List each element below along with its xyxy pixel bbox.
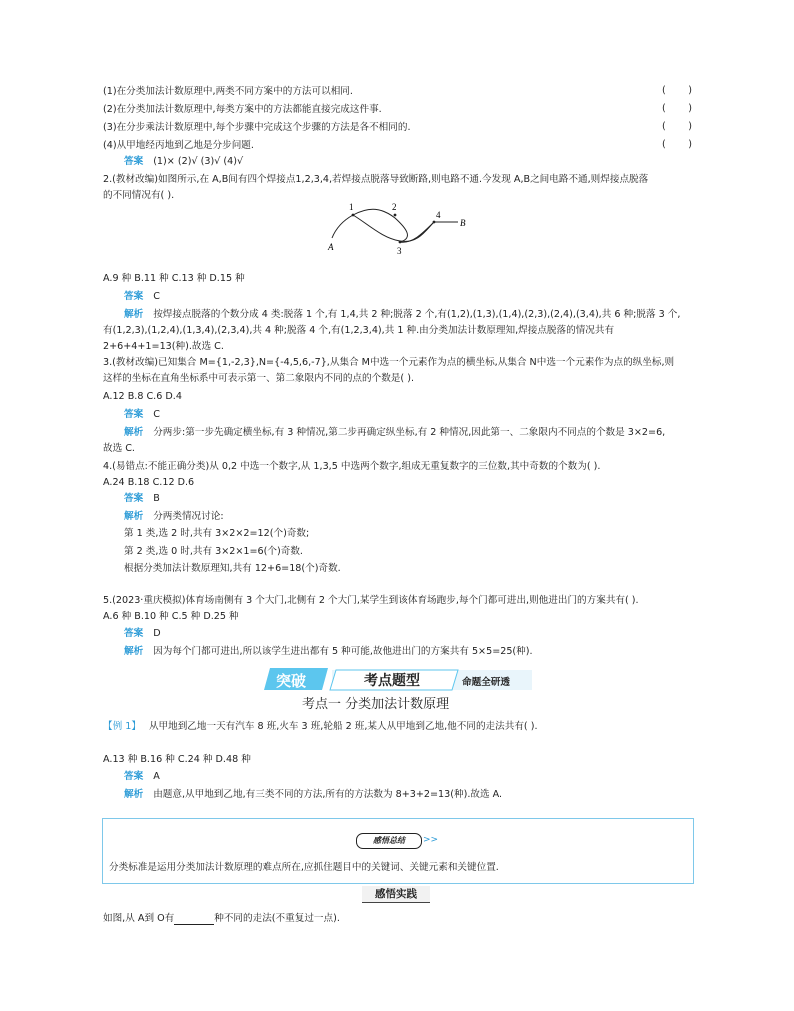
answer-parens: ( ) [662,139,692,150]
label-2: 2 [392,202,397,212]
q1-item-2: (2)在分类加法计数原理中,每类方案中的方法都能直接完成这件事. [103,104,382,115]
label-1: 1 [349,202,354,212]
q1-item-1: (1)在分类加法计数原理中,两类不同方案中的方法可以相同. [103,86,353,97]
answer-blank[interactable] [174,914,214,925]
banner-tag: 突破 [276,672,307,690]
q5-analysis: 解析 因为每个门都可进出,所以该学生进出都有 5 种可能,故他进出门的方案共有 5×5=25(种). [124,646,533,657]
q1-item-3: (3)在分步乘法计数原理中,每个步骤中完成这个步骤的方法是各不相同的. [103,122,411,133]
answer-parens: ( ) [662,121,692,132]
q2-analysis-line2: 有(1,2,3),(1,2,4),(1,3,4),(2,3,4),共 4 种;脱落 4 个,有(1,2,3,4),共 1 种.由分类加法计数原理知,焊接点脱落的情况共有 [103,325,615,336]
example1-stem: 【例 1】 从甲地到乙地一天有汽车 8 班,火车 3 班,轮船 2 班,某人从甲地到乙地,他不同的走法共有( ). [103,721,538,732]
q5-answer: 答案 D [124,628,161,639]
example1-analysis: 解析 由题意,从甲地到乙地,有三类不同的方法,所有的方法数为 8+3+2=13(种).故选 A. [124,789,503,800]
answer-parens: ( ) [662,103,692,114]
q3-stem-line1: 3.(教材改编)已知集合 M={1,-2,3},N={-4,5,6,-7},从集合 M中选一个元素作为点的横坐标,从集合 N中选一个元素作为点的纵坐标,则 [103,357,675,368]
q4-answer: 答案 B [124,493,160,504]
example1-options: A.13 种 B.16 种 C.24 种 D.48 种 [103,754,251,765]
q1-item-4: (4)从甲地经丙地到乙地是分步问题. [103,140,254,151]
junction-point-2 [394,214,397,217]
banner-title: 考点题型 [364,673,420,689]
practice-question: 如图,从 A到 O有 种不同的走法(不重复过一点). [103,913,340,924]
summary-arrow-icon: >> [423,835,439,845]
q2-analysis-line1: 解析 按焊接点脱落的个数分成 4 类:脱落 1 个,有 1,4,共 2 种;脱落 2 个,有(1,2),(1,3),(1,4),(2,3),(2,4),(3,4),共 6 种;脱落 3 个, [124,309,681,320]
summary-text: 分类标准是运用分类加法计数原理的难点所在,应抓住题目中的关键词、关键元素和关键位置. [109,862,499,873]
banner-subtitle: 命题全研透 [462,677,510,688]
q4-analysis-line4: 根据分类加法计数原理知,共有 12+6=18(个)奇数. [124,563,341,574]
section-title: 考点一 分类加法计数原理 [302,697,450,712]
q3-stem-line2: 这样的坐标在直角坐标系中可表示第一、第二象限内不同的点的个数是( ). [103,373,414,384]
summary-title-badge: 感悟总结 [356,833,422,849]
q5-stem: 5.(2023·重庆模拟)体育场南侧有 3 个大门,北侧有 2 个大门,某学生到该体育场跑步,每个门都可进出,则他进出门的方案共有( ). [103,595,639,606]
q4-stem: 4.(易错点:不能正确分类)从 0,2 中选一个数字,从 1,3,5 中选两个数字,组成无重复数字的三位数,其中奇数的个数为( ). [103,461,601,472]
answer-parens: ( ) [662,85,692,96]
q1-answer: 答案 (1)× (2)√ (3)√ (4)√ [124,156,244,167]
q3-analysis-line1: 解析 分两步:第一步先确定横坐标,有 3 种情况,第二步再确定纵坐标,有 2 种情况,因此第一、二象限内不同点的个数是 3×2=6, [124,427,666,438]
junction-point-4 [433,221,436,224]
q3-answer: 答案 C [124,409,160,420]
junction-point-1 [352,214,355,217]
label-4: 4 [436,210,441,220]
label-b: B [460,218,466,228]
q2-answer: 答案 C [124,291,160,302]
circuit-figure [322,200,472,260]
q4-analysis-line3: 第 2 类,选 0 时,共有 3×2×1=6(个)奇数. [124,546,303,557]
q4-analysis-line2: 第 1 类,选 2 时,共有 3×2×2=12(个)奇数; [124,528,310,539]
q3-options: A.12 B.8 C.6 D.4 [103,391,182,402]
summary-box [102,818,694,884]
q2-analysis-line3: 2+6+4+1=13(种).故选 C. [103,341,224,352]
example1-label: 【例 1】 [103,721,141,732]
practice-title: 感悟实践 [362,886,430,903]
circuit-wire-lower [353,215,434,241]
q2-stem-line1: 2.(教材改编)如图所示,在 A,B间有四个焊接点1,2,3,4,若焊接点脱落导致断路,则电路不通.今发现 A,B之间电路不通,则焊接点脱落 [103,174,649,185]
label-3: 3 [397,246,402,256]
q3-analysis-line2: 故选 C. [103,443,135,454]
q4-analysis-line1: 解析 分两类情况讨论: [124,511,224,522]
section-banner [262,666,540,694]
q5-options: A.6 种 B.10 种 C.5 种 D.25 种 [103,611,239,622]
q2-stem-line2: 的不同情况有( ). [103,190,175,201]
junction-point-3 [399,241,402,244]
q4-options: A.24 B.18 C.12 D.6 [103,477,195,488]
label-a: A [328,242,334,252]
q2-options: A.9 种 B.11 种 C.13 种 D.15 种 [103,273,245,284]
example1-answer: 答案 A [124,771,160,782]
